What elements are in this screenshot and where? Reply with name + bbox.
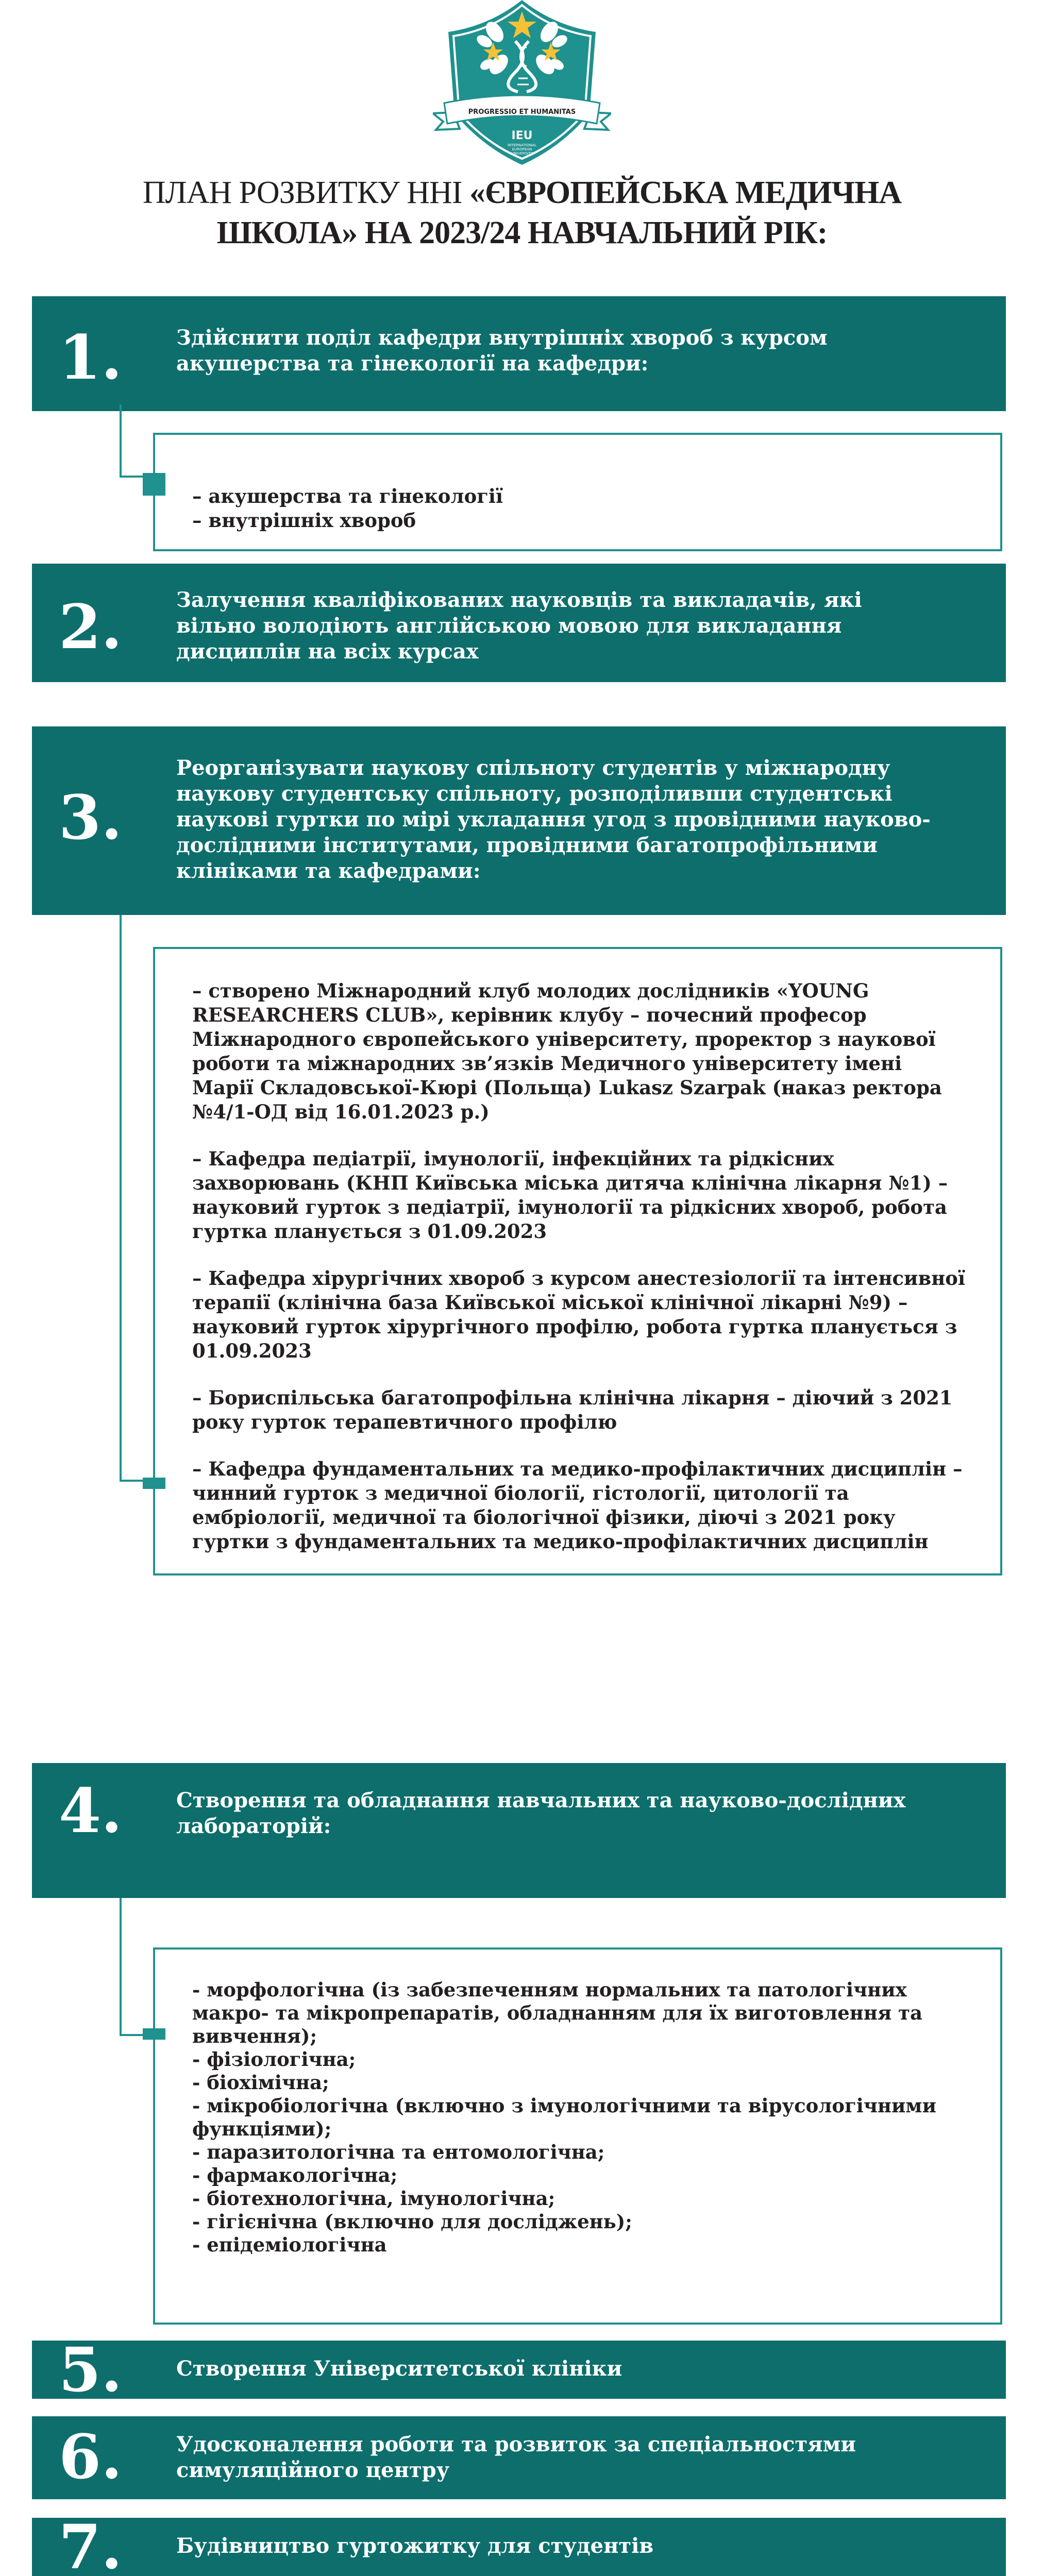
item-number: 2. bbox=[59, 591, 123, 663]
item-number: 7. bbox=[59, 2511, 123, 2576]
sub-item: - епідеміологічна bbox=[192, 2233, 387, 2256]
title-light: ПЛАН РОЗВИТКУ ННІ bbox=[142, 175, 469, 210]
item-number: 6. bbox=[59, 2421, 123, 2493]
plan-item-2 bbox=[32, 564, 1006, 682]
item-text: Будівництво гуртожитку для студентів bbox=[176, 2534, 654, 2558]
item-text: Удосконалення роботи та розвиток за спеціальностями симуляційного центру bbox=[176, 2432, 856, 2482]
sub-list-3 bbox=[153, 947, 1002, 1575]
sub-list-4 bbox=[153, 1947, 1002, 2325]
logo-brand-line-1: INTERNATIONAL bbox=[507, 143, 537, 147]
university-logo bbox=[433, 0, 611, 165]
title-bold-line-1: «ЄВРОПЕЙСЬКА МЕДИЧНА bbox=[469, 175, 902, 210]
sub-item: – внутрішніх хвороб bbox=[192, 509, 416, 532]
item-number: 3. bbox=[59, 782, 123, 853]
item-number: 4. bbox=[59, 1775, 123, 1846]
sub-item: - біотехнологічна, імунологічна; bbox=[192, 2187, 555, 2210]
item-text: Створення та обладнання навчальних та науково-дослідних лабораторій: bbox=[176, 1788, 906, 1838]
connector-line bbox=[120, 404, 122, 478]
connector-node bbox=[143, 1478, 165, 1489]
item-number: 5. bbox=[59, 2334, 123, 2405]
logo-brand-line-3: UNIVERSITY bbox=[511, 151, 533, 156]
sub-list-1 bbox=[153, 433, 1002, 551]
sub-item: – Кафедра педіатрії, імунології, інфекційних та рідкісних захворювань (КНП Київська міська дитяча клінічна лікарня №1) – науковий гурток з педіатрії, імунології та рідкісних хвороб, робота гуртка планується з 01.09.2023 bbox=[192, 1147, 948, 1243]
sub-item: – Бориспільська багатопрофільна клінічна лікарня – діючий з 2021 року гурток терапевтичного профілю bbox=[192, 1386, 953, 1433]
sub-item: - паразитологічна та ентомологічна; bbox=[192, 2141, 605, 2163]
item-text: Здійснити поділ кафедри внутрішніх хвороб з курсом акушерства та гінекології на кафедри: bbox=[176, 326, 828, 376]
item-text: Реорганізувати наукову спільноту студентів у міжнародну наукову студентську спільноту, розподіливши студентські наукові гуртки по мірі укладання угод з провідними науково-дослідними інститутами, провідними багатопрофільними клініками та кафедрами: bbox=[176, 756, 931, 883]
sub-item: - гігієнічна (включно для досліджень); bbox=[192, 2210, 632, 2233]
plan-item-4 bbox=[32, 1763, 1006, 1898]
plan-item-3 bbox=[32, 726, 1006, 915]
item-text: Залучення кваліфікованих науковців та викладачів, які вільно володіють англійською мовою для викладання дисциплін на всіх курсах bbox=[176, 588, 862, 664]
connector-line bbox=[120, 915, 122, 1482]
connector-line bbox=[120, 1898, 122, 2036]
plan-item-1 bbox=[32, 296, 1006, 411]
sub-item: - біохімічна; bbox=[192, 2071, 329, 2094]
sub-item: – Кафедра хірургічних хвороб з курсом анестезіології та інтенсивної терапії (клінічна база Київської міської клінічної лікарні №9) – науковий гурток хірургічного профілю, робота гуртка планується з 01.09.2023 bbox=[192, 1267, 966, 1362]
sub-item: – створено Міжнародний клуб молодих дослідників «YOUNG RESEARCHERS CLUB», керівник клубу – почесний професор Міжнародного європейського університету, проректор з наукової роботи та міжнародних зв’язків Медичного університету імені Марії Складовської-Кюрі (Польща) Lukasz Szarpak (наказ ректора №4/1-ОД від 16.01.2023 р.) bbox=[192, 979, 942, 1123]
connector-node bbox=[143, 2028, 165, 2040]
logo-motto: PROGRESSIO ET HUMANITAS bbox=[468, 108, 576, 116]
page-title bbox=[0, 173, 1044, 253]
sub-item: – Кафедра фундаментальних та медико-профілактичних дисциплін – чинний гурток з медичної біології, гістології, цитології та ембріології, медичної та біологічної фізики, діючі з 2021 року гуртки з фундаментальних та медико-профілактичних дисциплін bbox=[192, 1458, 963, 1553]
plan-item-7 bbox=[32, 2511, 1006, 2576]
item-text: Створення Університетської клініки bbox=[176, 2357, 622, 2381]
item-number: 1. bbox=[59, 321, 123, 393]
plan-item-6 bbox=[32, 2416, 1006, 2499]
sub-item: - морфологічна (із забезпеченням нормальних та патологічних макро- та мікропрепаратів, обладнанням для їх виготовлення та вивчення); bbox=[192, 1978, 923, 2047]
sub-item: - мікробіологічна (включно з імунологічними та вірусологічними функціями); bbox=[192, 2094, 937, 2140]
title-bold-line-2: ШКОЛА» НА 2023/24 НАВЧАЛЬНИЙ РІК: bbox=[216, 215, 828, 250]
sub-item: - фармакологічна; bbox=[192, 2164, 398, 2187]
logo-brand-line-2: EUROPEAN bbox=[512, 147, 532, 151]
sub-item: – акушерства та гінекології bbox=[192, 485, 503, 507]
logo-brand: IEU bbox=[511, 129, 533, 142]
plan-item-5 bbox=[32, 2334, 1006, 2405]
connector-node bbox=[143, 473, 165, 496]
sub-item: - фізіологічна; bbox=[192, 2048, 356, 2071]
